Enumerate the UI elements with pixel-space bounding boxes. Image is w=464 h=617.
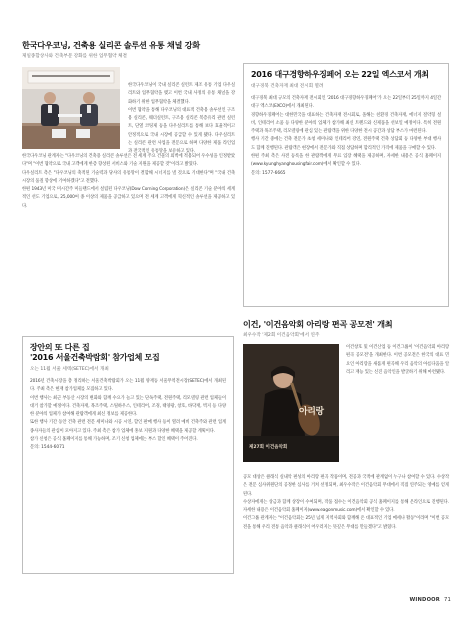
subheadline: 대구경북 건축자재 최대 전시회 열려: [251, 84, 324, 89]
article-daegu-fair-box: [243, 63, 449, 307]
brand-name: WINDOOR: [409, 597, 440, 603]
article4-intro: [346, 344, 449, 472]
body-text: 한국다우코닝 관계자는 "다우코닝의 건축용 실리콘 솔루션은 전 세계 주요 건물의 외벽에 적용되어 우수성을 인정받았다"며 "이번 협약으로 국내 고객에게 한층 향상된 서비스와 기술 지원을 제공할 것"이라고 밝혔다.: [22, 154, 235, 168]
subheadline: 최우수작 '제2회 이건음악회'에서 연주: [243, 333, 320, 338]
body-text: 경향하우징페어는 대한민국을 대표하는 건축자재 전시회로, 올해는 친환경 건축자재, 에너지 절약형 설비, 인테리어 소품 등 다양한 분야의 업체가 참가해 최신 트렌드와 신제품을 선보일 예정이다. 특히 전원주택과 목조주택, 리모델링에 관심 있는 관람객을 위한 다양한 전시 공간과 상담 부스가 마련된다.: [251, 112, 441, 135]
body-text: 한편 주최 측은 사전 등록을 한 관람객에게 무료 입장 혜택을 제공하며, 자세한 내용은 공식 홈페이지(www.kyunghyanghousingfair.com)에서 확인할 수 있다.: [251, 154, 441, 168]
contact: 문의: 1577-6665: [251, 170, 286, 176]
page-footer: [409, 597, 451, 603]
body-text: 2016년 건축시장을 총 정리하는 서울건축박람회가 오는 11월 양재동 서울무역전시장(SETEC)에서 개최된다. 주최 측은 현재 참가업체를 모집하고 있다.: [30, 379, 226, 393]
article1-body: [22, 153, 235, 327]
subheadline: 제일종합상사와 건축부문 강화를 위한 업무협약 체결: [22, 54, 127, 59]
poster-title: 아리랑: [299, 407, 324, 417]
body-text: 한국다우코닝이 국내 실리콘 실런트 제조 유통 기업 다우실리트와 업무협약을 맺고 이번 국내 사정의 유통 채널을 강화하기 위한 업무협약을 체결했다.: [128, 83, 235, 105]
body-text: 이건창호 및 이건산업 등 이건그룹이 '이건음악회 아리랑 편곡 공모전'을 개최한다. 이번 공모전은 한국의 대표 민요인 아리랑을 새롭게 편곡해 우리 음악의 아름다움을 알리고 재능 있는 신진 음악인을 발굴하기 위해 마련됐다.: [346, 345, 449, 375]
body-text: 수상자에게는 상금과 함께 상장이 수여되며, 작품 접수는 이건음악회 공식 홈페이지를 통해 온라인으로 진행된다. 자세한 내용은 이건음악회 홈페이지(www.eagonmusic.com)에서 확인할 수 있다.: [243, 499, 449, 514]
body-text: 다우실리트 측은 "다우코닝의 축적된 기술력과 당사의 유통망이 결합해 시너지를 낼 것으로 기대한다"며 "국내 건축 시장의 품질 향상에 기여하겠다"고 전했다.: [22, 170, 235, 184]
concert-poster: [243, 344, 339, 462]
body-text: 또한 행사 기간 동안 건축 관련 전문 세미나와 시공 시연, 할인 판매 행사 등이 열려 예비 건축주와 관련 업계 종사자들의 관심이 모아지고 있다. 주최 측은 참가 업체에 홍보 지원과 다양한 혜택을 제공할 계획이다.: [30, 420, 226, 434]
article-seoul-fair-box: [22, 336, 234, 574]
body-text: 공모 대상은 클래식 실내악 편성의 아리랑 편곡 작품이며, 전공과 국적에 관계없이 누구나 참여할 수 있다. 수상작은 전문 심사위원단의 공정한 심사를 거쳐 선정되며, 최우수작은 이건음악회 무대에서 직접 연주되는 영예를 얻게 된다.: [243, 475, 449, 497]
body-text: 참가 신청은 공식 홈페이지를 통해 가능하며, 조기 신청 업체에는 부스 할인 혜택이 주어진다.: [30, 437, 198, 443]
headline: 2016 대구경향하우징페어 오는 22일 엑스코서 개최: [251, 70, 429, 79]
headline: 이건, '이건음악회 아리랑 편곡 공모전' 개최: [243, 319, 393, 329]
page-number: 71: [443, 597, 451, 603]
signing-photo: [22, 67, 120, 149]
body-text: 이건그룹 관계자는 "이건음악회는 25년 넘게 지역사회와 함께해 온 대표적인 기업 메세나 활동"이라며 "이번 공모전을 통해 우리 전통 음악과 클래식이 어우러지는 뜻깊은 무대를 만들겠다"고 밝혔다.: [243, 516, 449, 530]
body-text: 행사 기간 중에는 건축 전문가 초청 세미나와 인테리어 강연, 전원주택 건축 상담회 등 다양한 부대 행사도 함께 진행된다. 관람객은 현장에서 전문가와 직접 상담하며 합리적인 가격에 제품을 구매할 수 있다.: [251, 137, 441, 151]
body-text: 대구경북 최대 규모의 건축자재 전시회인 '2016 대구경향하우징페어'가 오는 22일부터 25일까지 4일간 대구 엑스코(EXCO)에서 개최된다.: [251, 96, 441, 110]
article-eagon: [243, 319, 449, 338]
body-text: 한편 1943년 미국 미시간주 미들랜드에서 설립된 다우코닝(Dow Corning Corporation)은 실리콘 기술 분야의 세계적인 선도 기업으로, 25,000여 종 이상의 제품을 공급하고 있으며 전 세계 고객에게 혁신적인 솔루션을 제공하고 있다.: [22, 187, 235, 209]
contact: 문의: 1544-6071: [30, 445, 65, 451]
headline: 장안의 또 다른 집: [30, 343, 90, 352]
headline: 한국다우코닝, 건축용 실리콘 솔루션 유통 채널 강화: [22, 40, 200, 50]
subheadline: 오는 11월 서울 세텍(SETEC)에서 개최: [30, 367, 109, 372]
body-text: 이번 행사는 최근 부동산 시장의 변화와 함께 수요가 늘고 있는 단독주택, 전원주택, 리모델링 관련 업체들이 대거 참가할 예정이다. 건축자재, 목조주택, 스틸하우스, 인테리어, 조경, 태양광, 창호, 바닥재, 벽지 등 다양한 분야의 업체가 참여해 관람객에게 최신 정보를 제공한다.: [30, 395, 226, 418]
article1-intro: [128, 82, 235, 155]
body-text: 이번 협약을 통해 다우코닝의 대표적 건축용 솔루션인 구조용 실리콘, 웨더실런트, 구조용 실리콘 복층유리 관련 실런트, 단열 코팅제 등을 다우실리트를 통해 보다 효율적이고 안정적으로 국내 시장에 공급할 수 있게 됐다. 다우실리트는 실리콘 관련 사업을 전문으로 하며 다양한 제품 라인업과 전국적인 유통망을 보유하고 있다.: [128, 107, 235, 155]
article-dowcorning: [22, 40, 235, 59]
headline-line2: '2016 서울건축박람회' 참가업체 모집: [30, 353, 160, 362]
poster-caption: 제27회 이건음악회: [249, 445, 288, 450]
article4-body: [243, 474, 449, 592]
